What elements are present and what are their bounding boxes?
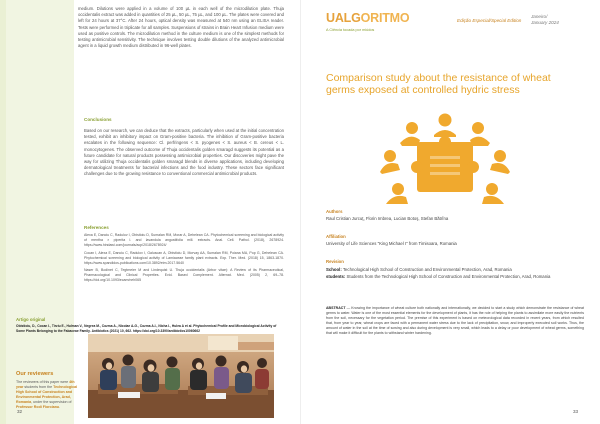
reviewers-title: Our reviewers <box>16 371 54 377</box>
reviewers-supervisor: Professor Rodi Floroianu <box>16 404 60 409</box>
edition-label: Edição Especial/Special Edition <box>457 18 522 23</box>
original-article-citation <box>16 324 286 333</box>
logo-wordmark <box>326 11 409 25</box>
students-label: students: <box>326 274 346 280</box>
abstract-text: — Knowing the importance of wheat culture both nationally and internationally, we decided to start a study which demonstrate the resistance of wheat germs to water. Water is one of the most essential elements for the development of plants, it has the role of helping the plants to assimilate more easily the nutrients from the soil, necessary for the vegetation period. The premise of this experiment is based on meteorological data recorded in recent years, from which resulted that, from year to year, wheat crops are faced with a permanent water stress due to the lack of precipitation, snow, and improperly executed soil works. Thus, the amount of water in the soil at the time of sowing and also during development is very small, which leads to a delay or poor development of wheat germs, something that will make it difficult for the plants to withstand winter hardening. <box>326 306 584 335</box>
ualgoritmo-logo <box>326 6 414 34</box>
revision-label: Revision <box>326 259 344 264</box>
conclusions-heading: Conclusions <box>84 117 112 122</box>
puzzle-people-illustration <box>372 112 518 207</box>
issue-date-pt: Janeiro/ <box>531 14 548 19</box>
photo-illustration <box>88 334 274 418</box>
right-page <box>300 0 600 424</box>
reference-item: Naser B, Bodinet C, Tegtmeier M and Lindequist U. Thuja occidentalis (Arbor vitae): A Review of its Pharmaceutical, Pharmacological and Clinical Properties. Evid. Based Complement. Alternat. Med. (2005) 2, 69–78. https://doi.org/10.1093/ecam/neh065 <box>84 268 284 283</box>
logo-ualg: UALG <box>326 11 361 25</box>
abstract <box>326 306 584 336</box>
original-doi[interactable]: (2021) 10, 662. https://doi.org/10.3390/antibiotics10060662 <box>109 328 200 333</box>
reviewers-text-part: students from the <box>23 384 54 389</box>
reviewers-text-part: . <box>59 404 61 409</box>
logo-tagline: A Ciência tocada por miúdos <box>326 28 375 32</box>
revision-students <box>326 273 581 280</box>
authors-label: Authors <box>326 209 343 214</box>
students-value: Students from the Technological High School of Construction and Environmental Protection, Arad, Romania <box>345 274 551 280</box>
original-authors: Obistioiu, D., Cocan I., Tirziu E., Hulman V., Negrea M., Cozma A., Nicolae A-G., Cozma A.I., Nicha I., Hulea A et al. Phytochemical Profile and Microbiological Activity of Some Plants Belonging to the Fabaceae Family. <box>16 324 277 333</box>
reference-item: Alexa E, Danciu C, Radulov I, Obistioiu D, Sumalan RM, Morar A, Dehelean CA. Phytochemical screening and biological activity of mentha × piperita l. and lavandula angustifolia mill. extracts. Anal. Cell. Pathol. (2018), 2678924. https://www.hindawi.com/journals/acp/2018/2678924/ <box>84 233 284 247</box>
references-heading: References <box>84 225 109 230</box>
original-journal: Antibiotics <box>91 328 109 333</box>
reference-item: Cocan I, Alexa E, Danciu C, Radulov I, Galuscan A, Obistioiu D, Morvay AA, Sumalan RM, Poiana MA, Pop G, Dehelean CA. Phytochemical screening and biological activity of Lamiaceae family plant extracts. Exp. Ther. Med. (2018) 15, 1863-1870. https://www.spandidos-publications.com/10.3892/etm.2017.5640 <box>84 250 284 265</box>
reviewers-school: Technological High School of Construction and Environmental Protection, Arad, Romania <box>16 384 78 404</box>
page-number-left: 32 <box>17 409 23 414</box>
revision-school <box>326 266 581 273</box>
conclusions-paragraph: Based on our research, we can deduce that the extracts, particularly when used at the initial concentration tested, exhibit an inhibitory impact on Gram-positive bacteria. The inhibition of Gram-positive bacteria escalates in the following sequence: Cl. perfringens < S. pyogenes < S. aureus < B. cereus < L. monocytogenes. The observed outcome of Thuja occidentalis golden smaragd suggests its potential as a future candidate for natural products possessing antimicrobial properties. Our discoveries might pave the way for utilizing Thuja occidentalis golden smaragd blends in diverse applications, including developing dermatological treatments for bacterial infections and the food industry. These sectors face significant challenges due to the growing resistance to conventional commercial antimicrobial products. <box>84 128 284 177</box>
reviewers-text-part: , under the supervision of <box>31 399 72 404</box>
reviewers-text-part: The reviewers of this paper were <box>16 380 70 384</box>
methods-paragraph: medium. Dilutions were applied in a volume of 100 µL in each well of the microdilution plate. Thuja occidentalis extract was added in quantities of 25 µL, 50 µL, 75 µL, and 100 µL. The plates were covered and left for 24 hours at 37°C. After 24 hours, optical density was measured at 540 nm using an ELISA reader. Tests were performed in triplicate for all samples. Suspensions of strains in Brain Heart Infusion medium were used as positive controls. The microdilution method in the culture medium is one of the simplest methods for testing antimicrobial sensitivity. The technique involves testing double dilutions of the analyzed antimicrobial agent in a liquid growth medium distributed in 96-well plates. <box>78 6 284 49</box>
logo-oritmo: ORITMO <box>360 11 410 25</box>
original-article-heading: Artigo original <box>16 317 46 322</box>
issue-date-en: January 2024 <box>531 20 559 25</box>
school-value: Technological High School of Construction and Environmental Protection, Arad, Romania <box>341 267 512 272</box>
revision-details <box>326 266 581 281</box>
students-classroom-photo <box>88 334 274 418</box>
affiliation-label: Affiliation <box>326 234 346 239</box>
reviewers-text <box>16 380 80 409</box>
abstract-label: ABSTRACT <box>326 306 346 310</box>
article-title: Comparison study about the resistance of wheat germs exposed at controlled hydric stress <box>326 72 551 96</box>
puzzle-people-icon <box>372 112 518 207</box>
page-number-right: 33 <box>573 409 579 414</box>
page-edge-bar <box>0 0 6 424</box>
school-label: School: <box>326 267 342 272</box>
authors-value: Raul Cristian Jurcuţ, Florin Imbrea, Lucian Botoş, Stefan Bătrîna <box>326 216 449 221</box>
reviewers-grade: 4th year <box>16 380 75 389</box>
issue-date <box>531 14 559 26</box>
affiliation-value: University of Life Sciences "King Michael I" from Timisoara, Romania <box>326 241 457 246</box>
references-list <box>84 233 284 286</box>
